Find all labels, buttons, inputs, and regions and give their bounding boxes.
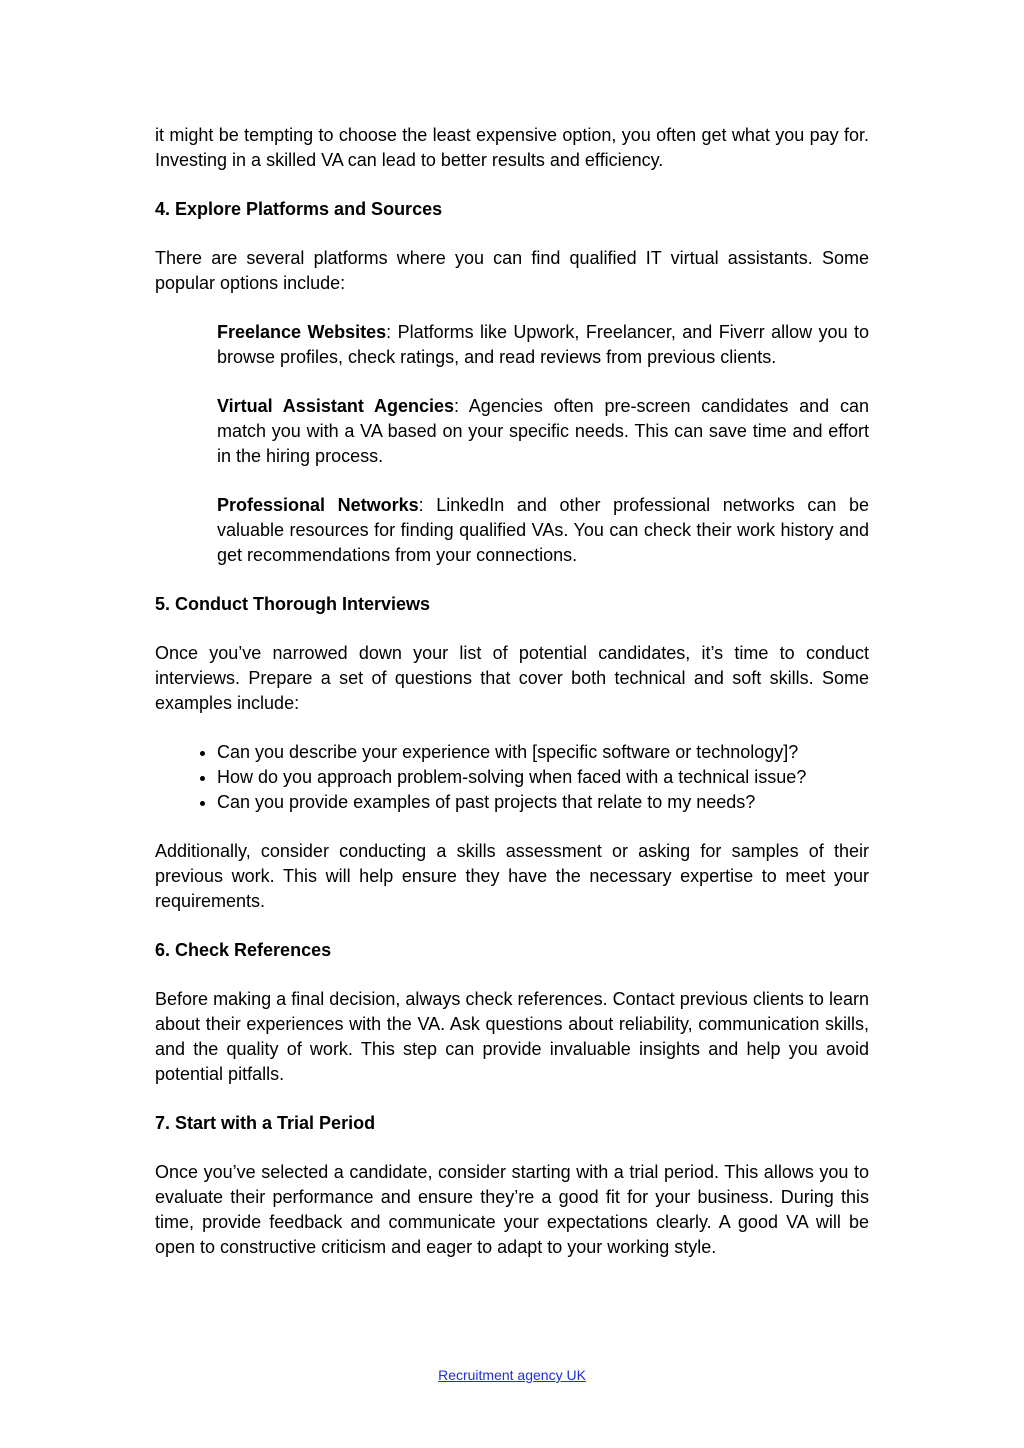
section-6-paragraph: Before making a final decision, always check references. Contact previous clients to learn about their experiences with the VA. Ask questions about reliability, communication skills, and the quality of work. This step can provide invaluable insights and help you avoid potential pitfalls. [155,989,869,1084]
platform-item-agencies [217,394,869,469]
platform-item-title: Professional Networks [217,495,419,515]
intro-paragraph: it might be tempting to choose the least expensive option, you often get what you pay for. Investing in a skilled VA can lead to better results and efficiency. [155,125,869,170]
platform-item-networks [217,493,869,568]
section-5-paragraph: Once you’ve narrowed down your list of potential candidates, it’s time to conduct interviews. Prepare a set of questions that cover both technical and soft skills. Some examples include: [155,643,869,713]
section-4-heading: 4. Explore Platforms and Sources [155,199,443,219]
list-item [155,740,869,765]
bullet-icon [200,751,205,756]
platform-item-text: : Agencies often pre-screen candidates and can match you with a VA based on your specific needs. This can save time and effort in the hiring process. [217,396,869,466]
list-item [155,790,869,815]
section-5-paragraph-2: Additionally, consider conducting a skills assessment or asking for samples of their previous work. This will help ensure they have the necessary expertise to meet your requirements. [155,841,869,911]
bullet-icon [200,776,205,781]
section-7-paragraph: Once you’ve selected a candidate, consider starting with a trial period. This allows you to evaluate their performance and ensure they’re a good fit for your business. During this time, provide feedback and communicate your expectations clearly. A good VA will be open to constructive criticism and eager to adapt to your working style. [155,1162,869,1257]
section-7-heading: 7. Start with a Trial Period [155,1113,376,1133]
section-6-heading: 6. Check References [155,940,332,960]
section-5-heading: 5. Conduct Thorough Interviews [155,594,431,614]
document-body [155,123,869,1284]
list-item-text: Can you describe your experience with [specific software or technology]? [217,742,799,762]
bullet-icon [200,801,205,806]
platform-item-title: Freelance Websites [217,322,387,342]
interview-questions-list [155,740,869,815]
platform-item-text: : LinkedIn and other professional networks can be valuable resources for finding qualified VAs. You can check their work history and get recommendations from your connections. [217,495,870,565]
platform-item-freelance [217,320,869,370]
list-item [155,765,869,790]
page-footer [0,1367,1024,1383]
section-4-paragraph: There are several platforms where you can find qualified IT virtual assistants. Some popular options include: [155,248,869,293]
list-item-text: How do you approach problem-solving when faced with a technical issue? [217,767,807,787]
list-item-text: Can you provide examples of past projects that relate to my needs? [217,792,756,812]
platform-item-title: Virtual Assistant Agencies [217,396,454,416]
recruitment-agency-link[interactable]: Recruitment agency UK [438,1367,586,1383]
platform-item-text: : Platforms like Upwork, Freelancer, and Fiverr allow you to browse profiles, check ratings, and read reviews from previous clients. [217,322,869,367]
